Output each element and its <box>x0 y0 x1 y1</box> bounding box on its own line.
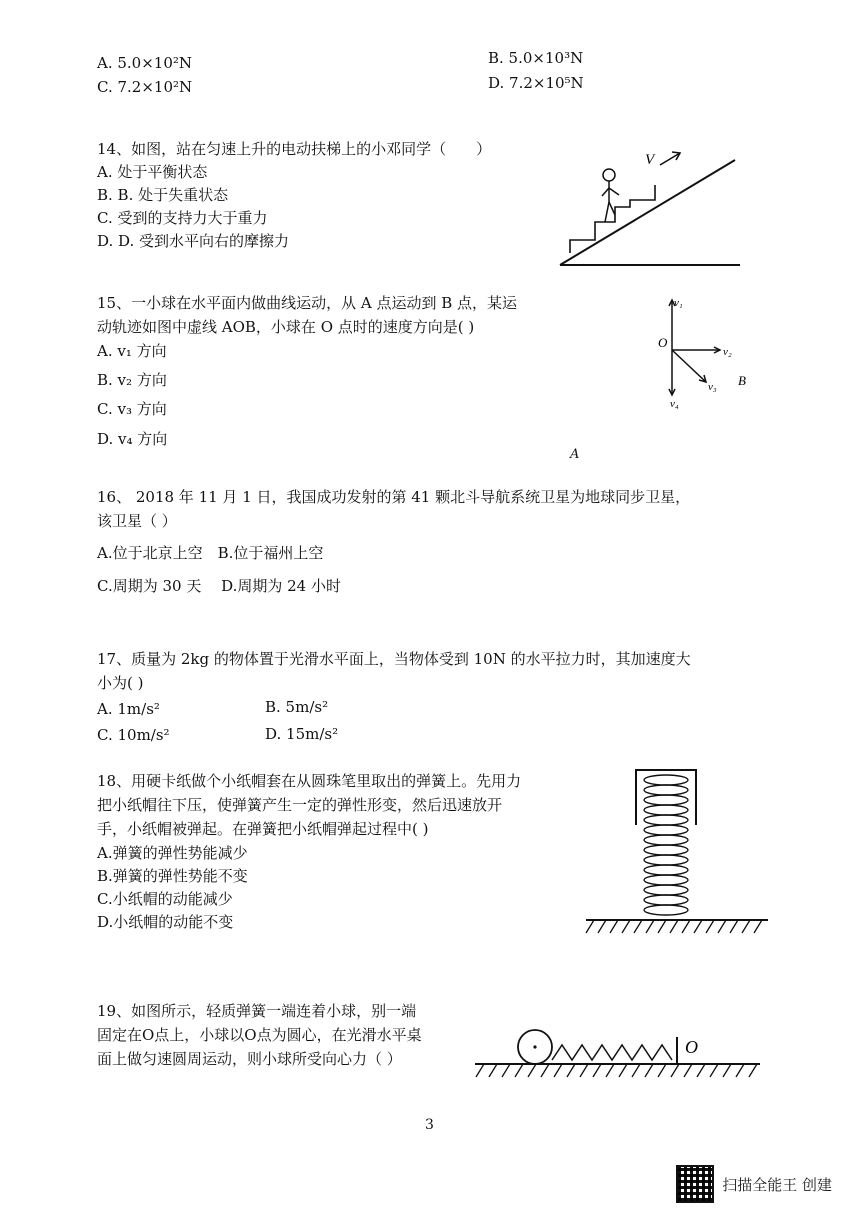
spring-cap-figure <box>578 765 773 945</box>
q13-option-d: D. 7.2×10⁵N <box>488 74 584 92</box>
q15-option-b: B. v₂ 方向 <box>97 371 167 389</box>
q15-option-d: D. v₄ 方向 <box>97 430 168 448</box>
v4-label: v₄ <box>670 398 679 410</box>
spring-coils <box>644 775 688 915</box>
q13-option-c: C. 7.2×10²N <box>97 78 193 96</box>
q15-option-a: A. v₁ 方向 <box>97 342 167 360</box>
q16-options-cd: C.周期为 30 天 D.周期为 24 小时 <box>97 577 341 595</box>
q19-stem-line2: 固定在O点上，小球以O点为圆心，在光滑水平桌 <box>97 1026 422 1044</box>
q17-option-a: A. 1m/s² <box>97 700 160 718</box>
ball-center <box>533 1045 536 1048</box>
table-hatch <box>476 1064 757 1077</box>
q17-stem-line1: 17、质量为 2kg 的物体置于光滑水平面上，当物体受到 10N 的水平拉力时，其加速度大 <box>97 650 691 668</box>
escalator-slope <box>560 160 735 265</box>
q15-option-c: C. v₃ 方向 <box>97 400 167 418</box>
point-b-label: B <box>738 373 746 388</box>
q16-options-ab: A.位于北京上空 B.位于福州上空 <box>97 544 324 562</box>
point-a-text: A <box>570 447 580 462</box>
velocity-direction-figure <box>650 290 760 465</box>
q18-stem-line2: 把小纸帽往下压，使弹簧产生一定的弹性形变，然后迅速放开 <box>97 796 503 814</box>
q17-stem-line2: 小为( ) <box>97 674 144 692</box>
q17-option-d: D. 15m/s² <box>265 725 339 743</box>
q18-option-c: C.小纸帽的动能减少 <box>97 890 233 908</box>
q16-stem-line2: 该卫星（ ） <box>97 512 177 530</box>
q14-option-b: B. B. 处于失重状态 <box>97 186 229 204</box>
velocity-label: V <box>645 152 655 168</box>
q18-stem-line1: 18、用硬卡纸做个小纸帽套在从圆珠笔里取出的弹簧上。先用力 <box>97 772 522 790</box>
q18-option-b: B.弹簧的弹性势能不变 <box>97 867 248 885</box>
q17-option-c: C. 10m/s² <box>97 726 170 744</box>
scanner-watermark <box>676 1165 832 1203</box>
v3-arrow <box>672 350 706 382</box>
ground-hatch <box>586 920 762 933</box>
watermark-text: 扫描全能王 创建 <box>722 1175 832 1194</box>
v1-label: v₁ <box>674 297 683 309</box>
q15-stem-line1: 15、一小球在水平面内做曲线运动，从 A 点运动到 B 点，某运 <box>97 294 518 312</box>
spring-ball-figure <box>470 1025 770 1090</box>
q18-stem-line3: 手，小纸帽被弹起。在弹簧把小纸帽弹起过程中( ) <box>97 820 429 838</box>
qr-code-icon <box>676 1165 714 1203</box>
point-o-label: O <box>658 335 668 350</box>
q18-option-a: A.弹簧的弹性势能减少 <box>97 844 248 862</box>
q14-option-d: D. D. 受到水平向右的摩擦力 <box>97 232 290 250</box>
q15-stem-line2: 动轨迹如图中虚线 AOB，小球在 O 点时的速度方向是( ) <box>97 318 475 336</box>
q17-option-b: B. 5m/s² <box>265 698 329 716</box>
q14-stem: 14、如图，站在匀速上升的电动扶梯上的小邓同学（ ） <box>97 140 492 158</box>
v3-label: v₃ <box>708 381 717 393</box>
q14-option-c: C. 受到的支持力大于重力 <box>97 209 268 227</box>
page-number: 3 <box>425 1117 434 1133</box>
q19-stem-line1: 19、如图所示，轻质弹簧一端连着小球，别一端 <box>97 1002 417 1020</box>
q16-stem-line1: 16、 2018 年 11 月 1 日，我国成功发射的第 41 颗北斗导航系统卫星为地球同步卫星， <box>97 488 691 506</box>
q13-option-a: A. 5.0×10²N <box>97 54 193 72</box>
q14-option-a: A. 处于平衡状态 <box>97 163 208 181</box>
point-o-label: O <box>685 1037 698 1057</box>
q18-option-d: D.小纸帽的动能不变 <box>97 913 234 931</box>
spring <box>552 1045 672 1060</box>
escalator-steps <box>570 185 655 253</box>
escalator-figure <box>555 140 745 270</box>
q19-stem-line3: 面上做匀速圆周运动，则小球所受向心力（ ） <box>97 1050 402 1068</box>
v2-label: v₂ <box>723 346 732 358</box>
person-head <box>603 169 615 181</box>
q13-option-b: B. 5.0×10³N <box>488 49 584 67</box>
